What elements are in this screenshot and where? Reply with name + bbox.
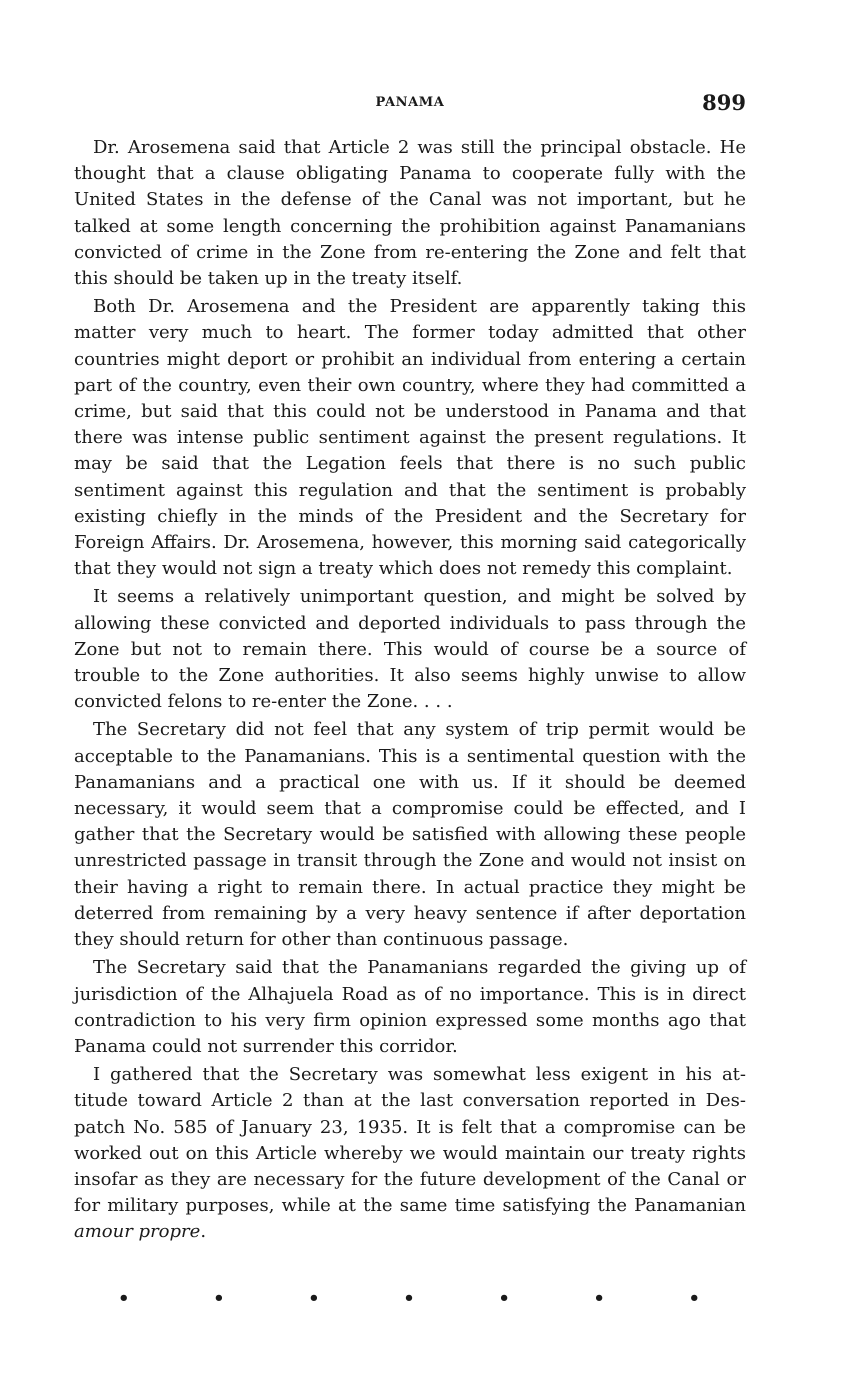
paragraph-3: It seems a relatively unimportant question, and might be solved by allowing these convicted and deported individuals to pass through the Zone but not to remain there. This would of course be a source of trouble to the Zone authorities. It also seems highly unwise to allow convicted felons to re-enter the Zone. . . . <box>74 586 746 713</box>
paragraph-6 <box>74 1062 746 1245</box>
paragraph-2: Both Dr. Arosemena and the President are apparently taking this matter very much to heart. The former today admitted that other countries might deport or prohibit an individual from entering a certain part of the country, even their own country, where they had committed a crime, but said that this could not be understood in Panama and that there was intense public sentiment against the present regulations. It may be said that the Legation feels that there is no such public sentiment against this regulation and that the sentiment is probably existing chiefly in the minds of the President and the Secretary for Foreign Affairs. Dr. Arosemena, however, this morning said categorically that they would not sign a treaty which does not remedy this complaint. <box>74 296 746 580</box>
paragraph-6-text: I gathered that the Secretary was somewhat less exigent in his attitude toward Article 2 than at the last conversation reported in Despatch No. 585 of January 23, 1935. It is felt that a compromise can be worked out on this Article whereby we would maintain our treaty rights insofar as they are necessary for the future development of the Canal or for military purposes, while at the same time satisfying the Panamanian <box>74 1064 746 1217</box>
omission-dot: • <box>213 1288 225 1309</box>
paragraph-6-end: . <box>200 1221 207 1243</box>
italic-phrase: amour propre <box>74 1221 201 1243</box>
paragraph-4: The Secretary did not feel that any system of trip permit would be acceptable to the Panamanians. This is a sentimental question with the Panamanians and a practical one with us. If it should be deemed necessary, it would seem that a compromise could be effected, and I gather that the Secretary would be satisfied with allowing these people unrestricted passage in transit through the Zone and would not insist on their having a right to remain there. In actual practice they might be deterred from remaining by a very heavy sentence if after deportation they should return for other than continuous passage. <box>74 719 746 951</box>
running-title: PANAMA <box>375 95 445 110</box>
body-text <box>74 135 746 1246</box>
omission-dot: • <box>118 1288 130 1309</box>
paragraph-1: Dr. Arosemena said that Article 2 was still the principal obstacle. He thought that a clause obligating Panama to cooperate fully with the United States in the defense of the Canal was not important, but he talked at some length concerning the prohibition against Panamanians convicted of crime in the Zone from re-entering the Zone and felt that this should be taken up in the treaty itself. <box>74 137 746 290</box>
running-head <box>74 90 746 120</box>
page-number: 899 <box>702 90 746 115</box>
paragraph-5: The Secretary said that the Panamanians regarded the giving up of jurisdiction of the Alhajuela Road as of no importance. This is in direct contradiction to his very firm opinion expressed some months ago that Panama could not surrender this corridor. <box>74 957 746 1057</box>
omission-dot: • <box>593 1288 605 1309</box>
omission-mark <box>118 1288 700 1309</box>
omission-dot: • <box>308 1288 320 1309</box>
omission-dot: • <box>498 1288 510 1309</box>
omission-dot: • <box>688 1288 700 1309</box>
omission-dot: • <box>403 1288 415 1309</box>
